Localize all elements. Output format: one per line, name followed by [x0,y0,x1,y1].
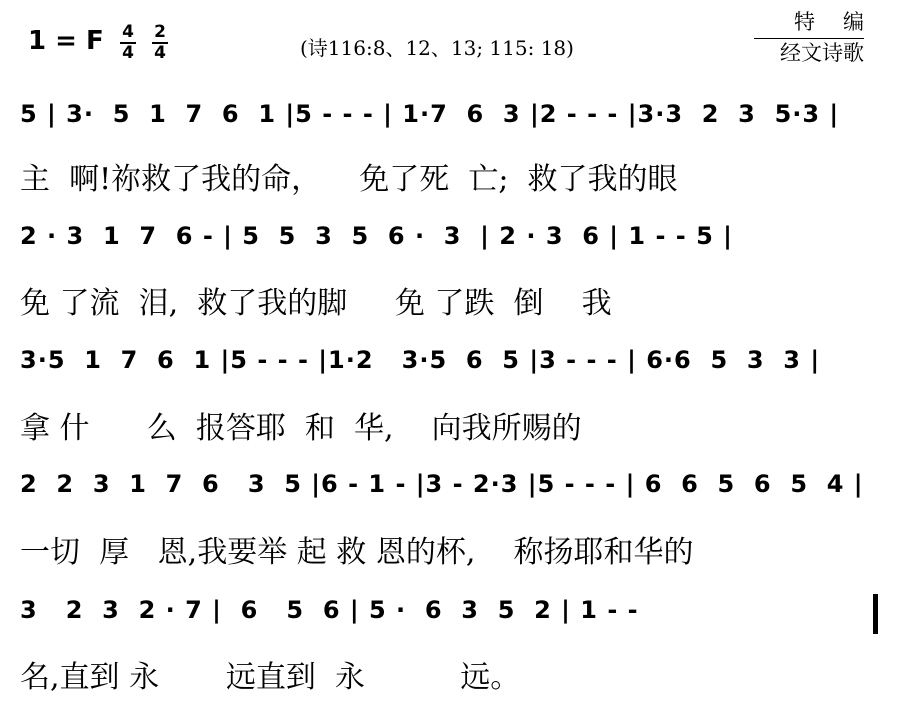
notation-row-3 [0,346,900,392]
lyric-row-5: 名,直到 永 远直到 永 远。 [20,660,521,695]
scripture-reference: (诗116:8、12、13; 115: 18) [300,36,574,60]
notation-text-1: 5 | 3· 5 1 7 6 1 |5 - - - | 1·7 6 3 |2 - - - |3·3 2 3 5·3 | [20,100,840,128]
notation-text-2: 2 · 3 1 7 6 - | 5 5 3 5 6 · 3 | 2 · 3 6 | 1 - - 5 | [20,222,733,250]
lyric-row-4: 一切 厚 恩,我要举 起 救 恩的杯, 称扬耶和华的 [20,535,694,570]
key-signature: 1 = F [28,26,104,56]
time-sig-1-top: 4 [122,22,134,42]
lyric-row-2: 免 了流 泪, 救了我的脚 免 了跌 倒 我 [20,286,612,321]
lyric-row-3: 拿 什 么 报答耶 和 华, 向我所赐的 [20,411,582,446]
notation-text-3: 3·5 1 7 6 1 |5 - - - |1·2 3·5 6 5 |3 - - - | 6·6 5 3 3 | [20,346,821,374]
notation-row-4 [0,470,900,516]
notation-row-1 [0,100,900,146]
arrangement-credit [754,8,892,67]
credit-line-1: 特编 [794,10,892,34]
time-signature-1 [120,24,136,62]
notation-row-5 [0,596,900,642]
credit-line-2: 经文诗歌 [780,41,864,65]
final-barline [873,594,878,634]
time-signature-2 [152,24,168,62]
lyric-row-1: 主 啊!祢救了我的命， 免了死 亡; 救了我的眼 [20,162,678,197]
notation-text-5: 3 2 3 2 · 7 | 6 5 6 | 5 · 6 3 5 2 | 1 - - [20,596,639,624]
time-sig-2-bottom: 4 [154,43,166,63]
time-sig-1-bottom: 4 [122,43,134,63]
notation-row-2 [0,222,900,268]
notation-text-4: 2 2 3 1 7 6 3 5 |6 - 1 - |3 - 2·3 |5 - - - | 6 6 5 6 5 4 | [20,470,864,498]
time-sig-2-top: 2 [154,22,166,42]
